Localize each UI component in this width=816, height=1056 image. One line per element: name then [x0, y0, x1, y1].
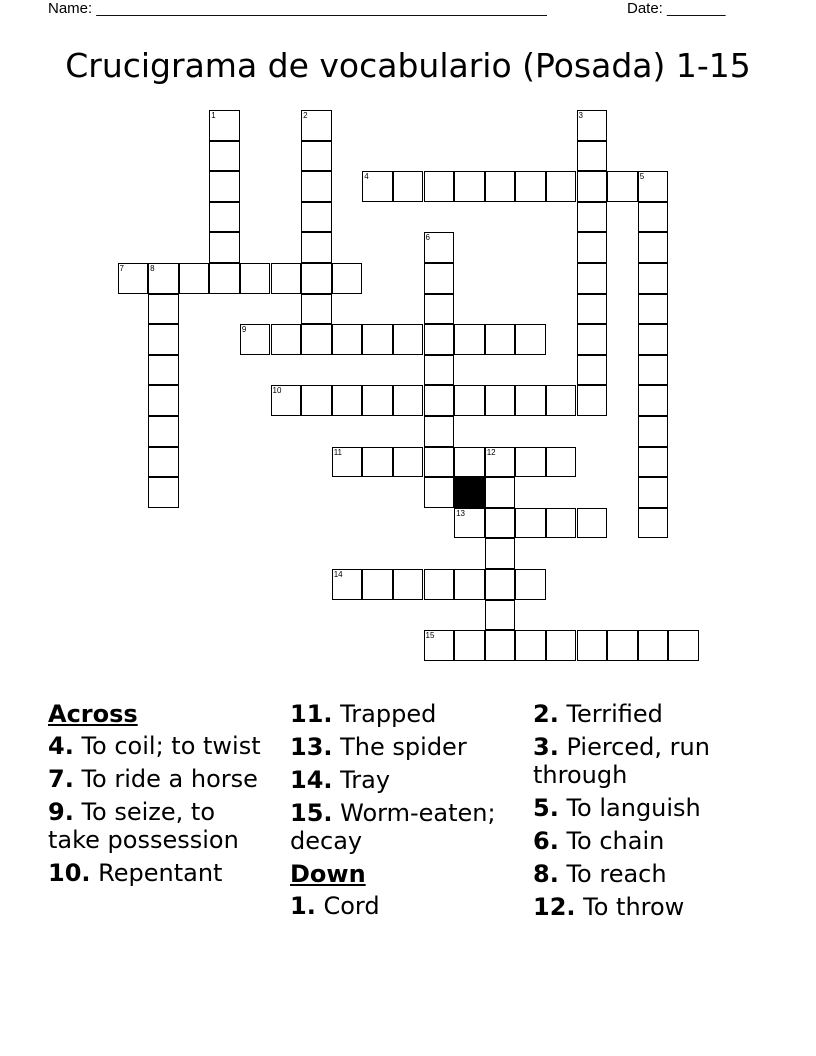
crossword-cell[interactable]	[638, 630, 669, 661]
crossword-cell[interactable]	[209, 263, 240, 294]
crossword-cell[interactable]	[393, 385, 424, 416]
crossword-cell[interactable]	[271, 324, 302, 355]
clue-text: Terrified	[558, 700, 663, 728]
crossword-cell[interactable]	[118, 263, 149, 294]
crossword-cell[interactable]	[424, 447, 455, 478]
cell-number: 7	[119, 264, 124, 273]
crossword-cell[interactable]	[301, 110, 332, 141]
crossword-cell[interactable]	[515, 385, 546, 416]
crossword-cell[interactable]	[332, 569, 363, 600]
clue-item	[533, 794, 773, 822]
clue-item	[533, 860, 773, 888]
clue-text: To throw	[575, 893, 685, 921]
crossword-cell[interactable]	[424, 630, 455, 661]
crossword-cell[interactable]	[209, 202, 240, 233]
clue-text: Repentant	[90, 859, 223, 887]
clue-number: 6.	[533, 827, 559, 855]
crossword-cell[interactable]	[393, 171, 424, 202]
cell-number: 14	[333, 570, 343, 579]
clue-item	[290, 799, 520, 855]
crossword-cell[interactable]	[148, 324, 179, 355]
cell-number: 8	[150, 264, 155, 273]
cell-number: 15	[425, 631, 435, 641]
crossword-cell[interactable]	[454, 508, 485, 539]
crossword-cell[interactable]	[301, 385, 332, 416]
clue-number: 7.	[48, 765, 74, 793]
clue-item	[290, 766, 520, 794]
crossword-cell[interactable]	[332, 263, 363, 294]
crossword-cell[interactable]	[424, 385, 455, 416]
clues-column-1	[48, 700, 273, 892]
clue-text: To languish	[558, 794, 701, 822]
crossword-cell[interactable]	[638, 202, 669, 233]
crossword-cell[interactable]	[424, 324, 455, 355]
crossword-cell[interactable]	[546, 508, 577, 539]
clue-text: Tray	[332, 766, 391, 794]
crossword-cell[interactable]	[393, 569, 424, 600]
crossword-cell[interactable]	[485, 447, 516, 478]
cell-number: 13	[456, 508, 465, 518]
clue-text: To reach	[558, 860, 667, 888]
crossword-cell[interactable]	[638, 447, 669, 478]
crossword-cell[interactable]	[424, 477, 455, 508]
crossword-cell[interactable]	[485, 324, 516, 355]
clue-number: 11.	[290, 700, 333, 728]
clue-item	[533, 700, 773, 728]
crossword-cell[interactable]	[362, 447, 393, 478]
clue-item	[533, 733, 773, 789]
crossword-cell[interactable]	[148, 477, 179, 508]
crossword-cell[interactable]	[301, 202, 332, 233]
crossword-cell[interactable]	[515, 630, 546, 661]
clues-column-2	[290, 700, 520, 925]
cell-number: 4	[364, 172, 369, 182]
crossword-cell[interactable]	[577, 508, 608, 539]
crossword-cell[interactable]	[577, 324, 608, 355]
clue-item	[48, 859, 273, 887]
clue-item	[533, 893, 773, 921]
cell-number: 5	[639, 172, 645, 182]
cell-number: 9	[241, 325, 247, 335]
crossword-cell[interactable]	[424, 171, 455, 202]
crossword-cell[interactable]	[332, 385, 363, 416]
crossword-cell[interactable]	[577, 263, 608, 294]
crossword-cell[interactable]	[607, 630, 638, 661]
crossword-cell[interactable]	[362, 385, 393, 416]
crossword-cell[interactable]	[271, 385, 302, 416]
clue-text: To seize, to take possession	[48, 798, 239, 854]
crossword-cell[interactable]	[577, 294, 608, 325]
crossword-cell[interactable]	[485, 385, 516, 416]
crossword-cell[interactable]	[668, 630, 699, 661]
crossword-cell[interactable]	[607, 171, 638, 202]
crossword-cell[interactable]	[301, 294, 332, 325]
cell-number: 3	[578, 111, 583, 120]
crossword-cell[interactable]	[240, 263, 271, 294]
crossword-cell[interactable]	[577, 110, 608, 141]
clues-column-3	[533, 700, 773, 926]
crossword-cell[interactable]	[424, 232, 455, 263]
crossword-cell[interactable]	[515, 508, 546, 539]
crossword-cell[interactable]	[638, 324, 669, 355]
date-field-label: Date: _______	[627, 0, 726, 17]
crossword-cell[interactable]	[424, 569, 455, 600]
crossword-cell[interactable]	[577, 385, 608, 416]
crossword-cell[interactable]	[271, 263, 302, 294]
clue-item	[48, 798, 273, 854]
page-title: Crucigrama de vocabulario (Posada) 1-15	[65, 46, 751, 85]
crossword-cell[interactable]	[454, 171, 485, 202]
crossword-cell[interactable]	[485, 171, 516, 202]
crossword-cell[interactable]	[515, 569, 546, 600]
clue-text: To ride a horse	[73, 765, 258, 793]
crossword-cell[interactable]	[638, 416, 669, 447]
crossword-cell[interactable]	[515, 171, 546, 202]
crossword-cell[interactable]	[362, 569, 393, 600]
crossword-cell[interactable]	[301, 171, 332, 202]
crossword-cell[interactable]	[638, 385, 669, 416]
crossword-cell[interactable]	[485, 477, 516, 508]
crossword-cell[interactable]	[638, 477, 669, 508]
crossword-cell[interactable]	[454, 324, 485, 355]
crossword-cell[interactable]	[148, 416, 179, 447]
cell-number: 6	[425, 233, 430, 243]
crossword-cell[interactable]	[638, 355, 669, 386]
cell-number: 1	[211, 111, 216, 120]
clue-text: Worm-eaten; decay	[290, 799, 496, 855]
crossword-cell[interactable]	[485, 538, 516, 569]
clue-number: 13.	[290, 733, 333, 761]
cell-number: 2	[303, 111, 308, 120]
clue-item	[48, 765, 273, 793]
clue-item	[290, 733, 520, 761]
clue-text: Cord	[315, 892, 380, 920]
crossword-cell[interactable]	[332, 447, 363, 478]
clue-text: To coil; to twist	[73, 732, 261, 760]
cell-number: 12	[486, 447, 496, 457]
clue-item	[48, 732, 273, 760]
clue-number: 3.	[533, 733, 559, 761]
clue-number: 14.	[290, 766, 333, 794]
crossword-cell[interactable]	[454, 569, 485, 600]
clue-item	[290, 700, 520, 728]
crossword-cell[interactable]	[209, 232, 240, 263]
crossword-cell[interactable]	[209, 110, 240, 141]
clue-number: 8.	[533, 860, 559, 888]
crossword-cell[interactable]	[638, 171, 669, 202]
crossword-cell[interactable]	[301, 263, 332, 294]
across-heading: Across	[48, 700, 138, 728]
crossword-cell[interactable]	[148, 294, 179, 325]
clue-number: 4.	[48, 732, 74, 760]
cell-number: 11	[333, 447, 342, 457]
crossword-cell[interactable]	[424, 294, 455, 325]
crossword-cell[interactable]	[424, 355, 455, 386]
crossword-cell[interactable]	[301, 141, 332, 172]
crossword-cell[interactable]	[638, 232, 669, 263]
clue-number: 1.	[290, 892, 316, 920]
crossword-cell[interactable]	[546, 385, 577, 416]
crossword-cell[interactable]	[485, 508, 516, 539]
clue-number: 9.	[48, 798, 74, 826]
clue-text: Pierced, run through	[533, 733, 710, 789]
crossword-cell[interactable]	[546, 447, 577, 478]
clue-number: 2.	[533, 700, 559, 728]
crossword-cell[interactable]	[638, 294, 669, 325]
black-cell	[454, 477, 485, 508]
clue-text: Trapped	[332, 700, 437, 728]
crossword-cell[interactable]	[362, 171, 393, 202]
crossword-cell[interactable]	[148, 355, 179, 386]
crossword-cell[interactable]	[485, 569, 516, 600]
crossword-cell[interactable]	[638, 508, 669, 539]
crossword-cell[interactable]	[454, 447, 485, 478]
clue-number: 15.	[290, 799, 333, 827]
crossword-cell[interactable]	[148, 263, 179, 294]
crossword-cell[interactable]	[179, 263, 210, 294]
clue-text: The spider	[332, 733, 467, 761]
crossword-cell[interactable]	[577, 355, 608, 386]
clue-number: 5.	[533, 794, 559, 822]
crossword-cell[interactable]	[546, 171, 577, 202]
crossword-cell[interactable]	[485, 630, 516, 661]
clue-item	[290, 892, 520, 920]
crossword-cell[interactable]	[362, 324, 393, 355]
crossword-cell[interactable]	[515, 447, 546, 478]
crossword-cell[interactable]	[577, 202, 608, 233]
crossword-cell[interactable]	[638, 263, 669, 294]
crossword-cell[interactable]	[515, 324, 546, 355]
crossword-cell[interactable]	[454, 385, 485, 416]
clue-item	[533, 827, 773, 855]
crossword-cell[interactable]	[393, 324, 424, 355]
crossword-cell[interactable]	[424, 416, 455, 447]
crossword-cell[interactable]	[546, 630, 577, 661]
crossword-cell[interactable]	[148, 447, 179, 478]
crossword-cell[interactable]	[485, 600, 516, 631]
crossword-cell[interactable]	[577, 232, 608, 263]
crossword-cell[interactable]	[209, 141, 240, 172]
clue-number: 10.	[48, 859, 91, 887]
cell-number: 10	[272, 386, 282, 396]
crossword-cell[interactable]	[332, 324, 363, 355]
clue-text: To chain	[558, 827, 665, 855]
clue-number: 12.	[533, 893, 576, 921]
crossword-cell[interactable]	[148, 385, 179, 416]
crossword-cell[interactable]	[240, 324, 271, 355]
crossword-cell[interactable]	[209, 171, 240, 202]
name-field-label: Name: ______________________________________________________	[48, 0, 547, 17]
crossword-cell[interactable]	[577, 141, 608, 172]
crossword-cell[interactable]	[577, 630, 608, 661]
crossword-cell[interactable]	[577, 171, 608, 202]
crossword-cell[interactable]	[301, 232, 332, 263]
crossword-cell[interactable]	[393, 447, 424, 478]
crossword-cell[interactable]	[424, 263, 455, 294]
crossword-cell[interactable]	[454, 630, 485, 661]
down-heading: Down	[290, 860, 366, 888]
crossword-cell[interactable]	[301, 324, 332, 355]
